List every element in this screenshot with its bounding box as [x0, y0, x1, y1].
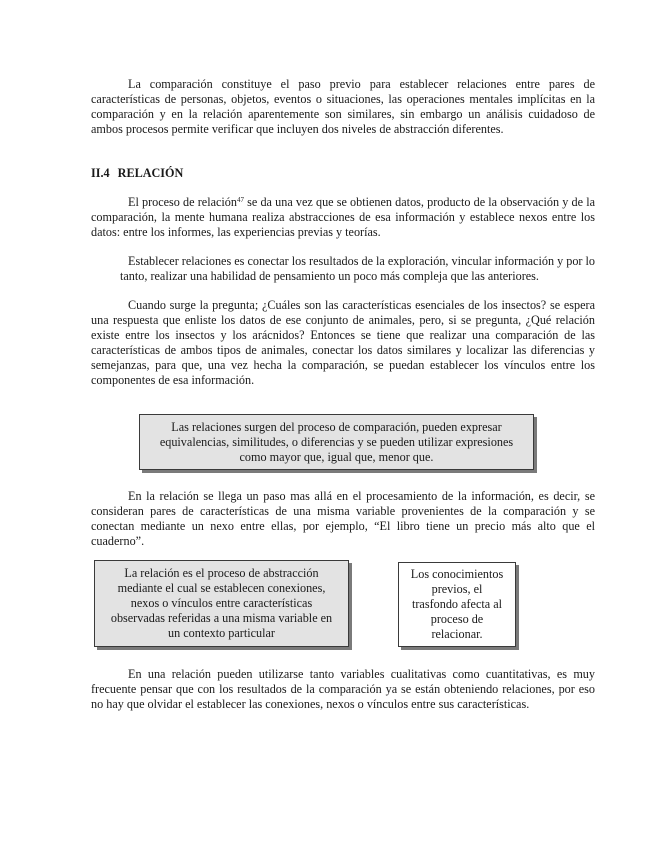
definition-line: nexos o vínculos entre características: [130, 596, 313, 610]
note-line: previos, el: [431, 582, 483, 596]
definition-line: observadas referidas a una misma variable en: [110, 611, 333, 625]
callout-box-relations-arise: [139, 414, 534, 470]
definition-box-relation: [94, 560, 349, 647]
definition-line: La relación es el proceso de abstracción: [124, 566, 319, 580]
paragraph-comparison-intro: La comparación constituye el paso previo para establecer relaciones entre pares de características de personas, objetos, eventos o situaciones, las operaciones mentales implícitas en la comparación y en la relación aparentemente son similares, sin embargo un análisis cuidadoso de ambos procesos permite verificar que incluyen dos niveles de abstracción diferentes.: [91, 77, 595, 136]
paragraph-relation-process: [91, 195, 595, 240]
paragraph-variables: En una relación pueden utilizarse tanto variables cualitativas como cuantitativas, es muy frecuente pensar que con los resultados de la comparación ya se están obteniendo relaciones, por eso no hay que olvidar el establecer las conexiones, nexos o vínculos entre sus características.: [91, 667, 595, 711]
footnote-marker: 47: [236, 196, 244, 204]
note-line: relacionar.: [431, 627, 483, 641]
callout-line: Las relaciones surgen del proceso de comparación, pueden expresar: [171, 419, 502, 434]
section-number: II.4: [91, 166, 110, 180]
paragraph-relation-process-rest: se da una vez que se obtienen datos, producto de la observación y de la comparación, la mente humana realiza abstracciones de esa información y establece nexos entre los datos: entre los informes, las experiencias previas y teorías.: [91, 195, 595, 239]
note-line: Los conocimientos: [410, 567, 504, 581]
paragraph-insects-question: Cuando surge la pregunta; ¿Cuáles son las características esenciales de los insectos? se espera una respuesta que enliste los datos de ese conjunto de animales, pero, si se pregunta, ¿Qué relación existe entre los insectos y los arácnidos? Entonces se tiene que realizar una comparación de las características de ambos tipos de animales, conectar los datos similares y localizar las diferencias y semejanzas, para que, una vez hecha la comparación, se puedan establecer los vínculos entre los componentes de esa información.: [91, 298, 595, 387]
section-heading: [91, 166, 183, 181]
paragraph-relation-process-start: El proceso de relación: [128, 195, 237, 209]
paragraph-relation-step: En la relación se llega un paso mas allá en el procesamiento de la información, es decir, se consideran pares de características de una misma variable provenientes de la comparación y se conectan mediante un nexo entre ellas, por ejemplo, “El libro tiene un precio más alto que el cuaderno”.: [91, 489, 595, 548]
note-line: trasfondo afecta al: [411, 597, 502, 611]
definition-line: un contexto particular: [168, 626, 275, 640]
definition-line: mediante el cual se establecen conexiones,: [117, 581, 326, 595]
callout-line: equivalencias, similitudes, o diferencias y se pueden utilizar expresiones: [159, 434, 514, 449]
note-line: proceso de: [430, 612, 484, 626]
section-title: RELACIÓN: [117, 166, 184, 180]
paragraph-establish-relations: Establecer relaciones es conectar los resultados de la exploración, vincular información y por lo tanto, realizar una habilidad de pensamiento un poco más compleja que las anteriores.: [120, 254, 596, 283]
note-box-prior-knowledge: [398, 562, 516, 647]
callout-line: como mayor que, igual que, menor que.: [239, 449, 434, 464]
